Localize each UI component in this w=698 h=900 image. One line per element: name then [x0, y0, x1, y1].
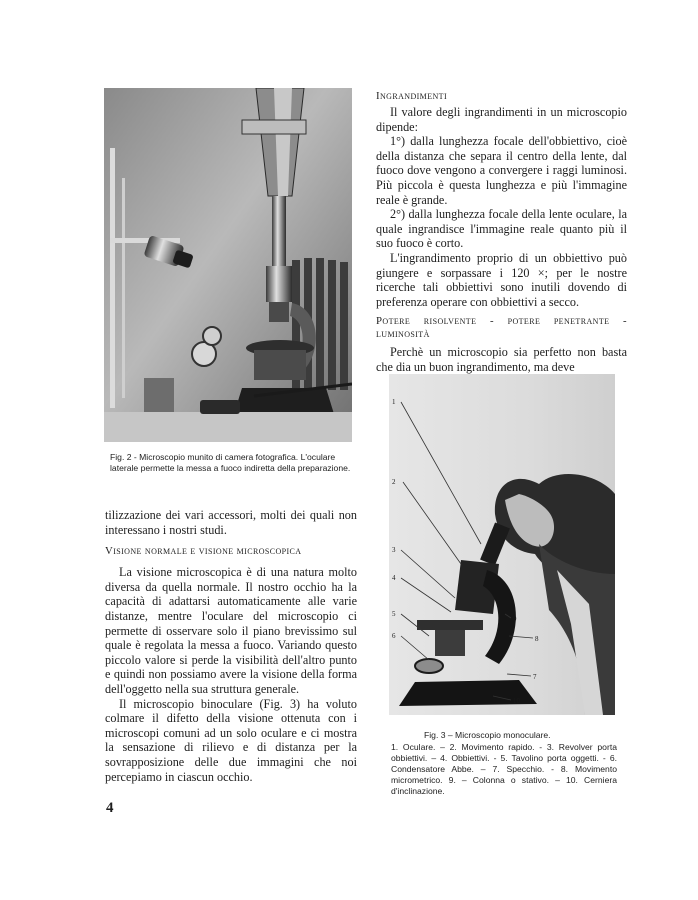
figure-2-photo: [104, 88, 352, 442]
section-heading-ingrandimenti: Ingrandimenti: [376, 90, 448, 102]
figure-3-photo: [389, 374, 615, 715]
page-number: 4: [106, 800, 114, 816]
figure-3-label-5: 5: [392, 610, 396, 618]
figure-3-caption-legend: 1. Oculare. – 2. Movimento rapido. - 3. Revolver porta obbiettivi. – 4. Obbiettivi. - 5. Tavolino porta oggetti. - 6. Condensatore Abbe. – 7. Specchio. - 8. Movimento micrometrico. 9. – Colonna o stativo. – 10. Cerniera d'inclinazione.: [391, 742, 617, 796]
figure-3-label-8: 8: [535, 635, 539, 643]
figure-2-caption: Fig. 2 - Microscopio munito di camera fotografica. L'oculare laterale permette la messa a fuoco indiretta della preparazione.: [110, 452, 351, 473]
figure-3-label-2: 2: [392, 478, 396, 486]
visione-paragraph-2: Il microscopio binoculare (Fig. 3) ha voluto colmare il difetto della visione ottenuta con i microscopi comuni ad un solo oculare e ci mostra la sensazione di rilievo e di distanza per la sovrapposizione delle due immagini che noi percepiamo in ciascun occhio.: [105, 696, 357, 784]
ingrandimenti-paragraph-4: L'ingrandimento proprio di un obbiettivo può giungere e sorpassare i 120 ×; per le nostre ricerche tali obbiettivi sono inutili dovendo di preferenza operare con obbiettivi a secco.: [376, 250, 627, 309]
figure-3-label-6: 6: [392, 632, 396, 640]
potere-paragraph: Perchè un microscopio sia perfetto non basta che dia un buon ingrandimento, ma deve: [376, 345, 627, 374]
figure-3-caption-title: Fig. 3 – Microscopio monoculare.: [424, 730, 551, 740]
ingrandimenti-paragraph-2: 1°) dalla lunghezza focale dell'obbiettivo, cioè della distanza che separa il centro della lente, dal fuoco dove vengono a convergere i raggi luminosi. Più piccola è questa lunghezza e più l'immagine reale è grande.: [376, 134, 627, 207]
ingrandimenti-paragraph-3: 2°) dalla lunghezza focale della lente oculare, la quale ingrandisce l'immagine reale quanto più il suo fuoco è corto.: [376, 207, 627, 251]
figure-3-label-7: 7: [533, 673, 537, 681]
figure-3-label-4: 4: [392, 574, 396, 582]
figure-3-label-10: 10: [513, 697, 520, 705]
visione-paragraph-1: La visione microscopica è di una natura molto diversa da quella normale. Il nostro occhio ha la capacità di adattarsi automaticamente alle varie distanze, mentre l'oculare del microscopio ci permette di osservare solo il piano brevissimo sul quale è regolata la messa a fuoco. Variando questo piccolo valore si perde la visibilità dell'altro punto e quindi non possiamo avere la visione della forma dell'oggetto nella sua struttura generale.: [105, 565, 357, 696]
left-continuation-paragraph: tilizzazione dei vari accessori, molti dei quali non interessano i nostri studi.: [105, 508, 357, 537]
figure-3-label-1: 1: [392, 398, 396, 406]
section-heading-potere: Potere risolvente - potere penetrante - luminosità: [376, 315, 627, 341]
ingrandimenti-paragraph-1: Il valore degli ingrandimenti in un microscopio dipende:: [376, 105, 627, 134]
right-column: [376, 90, 627, 375]
figure-3-label-3: 3: [392, 546, 396, 554]
section-heading-visione: Visione normale e visione microscopica: [105, 545, 302, 558]
left-column: [105, 508, 357, 784]
figure-3-label-9: 9: [513, 615, 517, 623]
